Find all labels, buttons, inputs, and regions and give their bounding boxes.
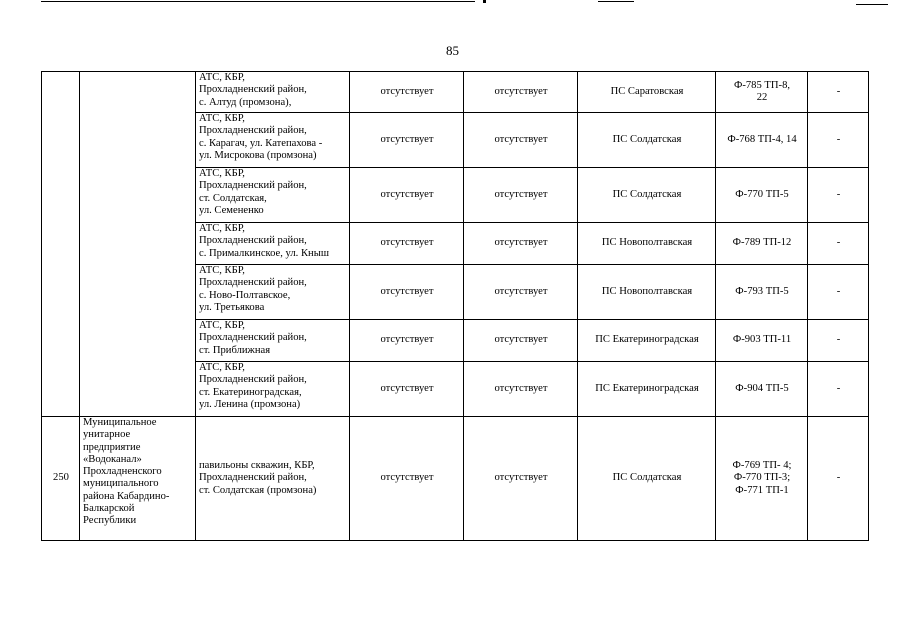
- header-rule-left: [41, 1, 475, 2]
- feeder-cell: Ф-768 ТП-4, 14: [716, 113, 808, 168]
- header-rule-right: [856, 4, 888, 5]
- header-rule-mid: [598, 1, 634, 2]
- data-table: [41, 71, 869, 541]
- status-cell: отсутствует: [350, 320, 464, 362]
- note-cell: -: [808, 265, 869, 320]
- address-cell: АТС, КБР, Прохладненский район, ст. Солдатская, ул. Семененко: [196, 168, 350, 223]
- status-cell: отсутствует: [464, 362, 578, 417]
- header-mark: [483, 0, 486, 3]
- status-cell: отсутствует: [350, 265, 464, 320]
- address-cell: АТС, КБР, Прохладненский район, с. Алтуд (промзона),: [196, 72, 350, 113]
- feeder-cell: Ф-793 ТП-5: [716, 265, 808, 320]
- feeder-cell: Ф-903 ТП-11: [716, 320, 808, 362]
- status-cell: отсутствует: [350, 223, 464, 265]
- status-cell: отсутствует: [350, 72, 464, 113]
- substation-cell: ПС Новополтавская: [578, 265, 716, 320]
- substation-cell: ПС Саратовская: [578, 72, 716, 113]
- status-cell: отсутствует: [350, 417, 464, 541]
- substation-cell: ПС Екатериноградская: [578, 362, 716, 417]
- note-cell: -: [808, 223, 869, 265]
- feeder-cell: Ф-904 ТП-5: [716, 362, 808, 417]
- address-cell: АТС, КБР, Прохладненский район, с. Ново-Полтавское, ул. Третьякова: [196, 265, 350, 320]
- substation-cell: ПС Екатериноградская: [578, 320, 716, 362]
- substation-cell: ПС Новополтавская: [578, 223, 716, 265]
- page-number: 85: [446, 43, 459, 58]
- status-cell: отсутствует: [350, 168, 464, 223]
- feeder-cell: Ф-789 ТП-12: [716, 223, 808, 265]
- status-cell: отсутствует: [464, 113, 578, 168]
- substation-cell: ПС Солдатская: [578, 417, 716, 541]
- feeder-cell: Ф-770 ТП-5: [716, 168, 808, 223]
- note-cell: -: [808, 320, 869, 362]
- address-cell: АТС, КБР, Прохладненский район, с. Прималкинское, ул. Кныш: [196, 223, 350, 265]
- status-cell: отсутствует: [464, 417, 578, 541]
- status-cell: отсутствует: [464, 72, 578, 113]
- number-cell: [42, 72, 80, 417]
- status-cell: отсутствует: [464, 265, 578, 320]
- organization-cell: Муниципальное унитарное предприятие «Водоканал» Прохладненского муниципального района Кабардино- Балкарской Республики: [80, 417, 196, 541]
- number-cell: 250: [42, 417, 80, 541]
- status-cell: отсутствует: [464, 168, 578, 223]
- substation-cell: ПС Солдатская: [578, 168, 716, 223]
- note-cell: -: [808, 168, 869, 223]
- table-row: [42, 72, 869, 113]
- feeder-cell: Ф-785 ТП-8, 22: [716, 72, 808, 113]
- status-cell: отсутствует: [464, 320, 578, 362]
- address-cell: павильоны скважин, КБР, Прохладненский район, ст. Солдатская (промзона): [196, 417, 350, 541]
- substation-cell: ПС Солдатская: [578, 113, 716, 168]
- feeder-cell: Ф-769 ТП- 4; Ф-770 ТП-3; Ф-771 ТП-1: [716, 417, 808, 541]
- note-cell: -: [808, 362, 869, 417]
- note-cell: -: [808, 72, 869, 113]
- status-cell: отсутствует: [350, 113, 464, 168]
- note-cell: -: [808, 417, 869, 541]
- address-cell: АТС, КБР, Прохладненский район, ст. Екатериноградская, ул. Ленина (промзона): [196, 362, 350, 417]
- table-row: [42, 417, 869, 541]
- status-cell: отсутствует: [350, 362, 464, 417]
- address-cell: АТС, КБР, Прохладненский район, с. Карагач, ул. Катепахова - ул. Мисрокова (промзона): [196, 113, 350, 168]
- status-cell: отсутствует: [464, 223, 578, 265]
- note-cell: -: [808, 113, 869, 168]
- organization-cell: [80, 72, 196, 417]
- address-cell: АТС, КБР, Прохладненский район, ст. Приближная: [196, 320, 350, 362]
